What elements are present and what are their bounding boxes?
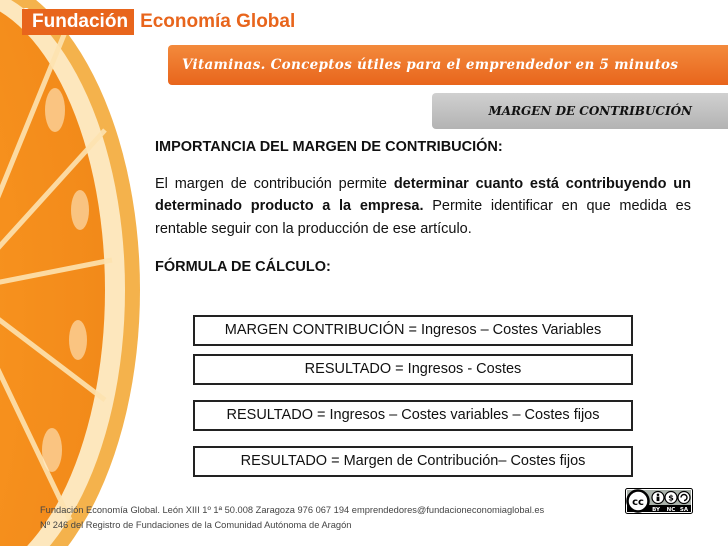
footer-registry: Nº 246 del Registro de Fundaciones de la Comunidad Autónoma de Aragón [40,520,352,530]
section-tag: MARGEN DE CONTRIBUCIÓN [432,93,728,129]
importance-paragraph [155,173,691,241]
cc-label-nc: NC [666,507,676,513]
svg-text:$: $ [668,493,674,503]
cc-label-sa: SA [679,507,689,513]
banner-title: Vitaminas. Conceptos útiles para el emprendedor en 5 minutos [168,45,728,85]
formula-box: MARGEN CONTRIBUCIÓN = Ingresos – Costes Variables [193,315,633,346]
logo-part1: Fundación [22,9,134,35]
para-bold: determinar cuanto está contribuyendo un determinado producto a la empresa. [155,175,692,214]
para-end: Permite identificar en que medida es rentable seguir con la producción de ese artículo. [155,198,691,237]
logo-part2: Economía Global [140,11,296,32]
importance-heading: IMPORTANCIA DEL MARGEN DE CONTRIBUCIÓN: [155,139,503,155]
formula-heading: FÓRMULA DE CÁLCULO: [155,259,331,275]
para-start: El margen de contribución permite [155,175,394,192]
main-content [155,136,691,279]
cc-label-by: BY [652,507,660,513]
formula-box: RESULTADO = Ingresos - Costes [193,354,633,385]
footer-address: Fundación Economía Global. León XIII 1º 1ª 50.008 Zaragoza 976 067 194 emprendedores@fundacioneconomiaglobal.es [40,505,545,515]
cc-license-badge[interactable] [625,488,693,514]
svg-text:cc: cc [632,497,644,508]
footer [40,503,544,533]
logo[interactable] [22,9,295,35]
formula-box: RESULTADO = Ingresos – Costes variables – Costes fijos [193,400,633,431]
formula-box: RESULTADO = Margen de Contribución– Costes fijos [193,446,633,477]
